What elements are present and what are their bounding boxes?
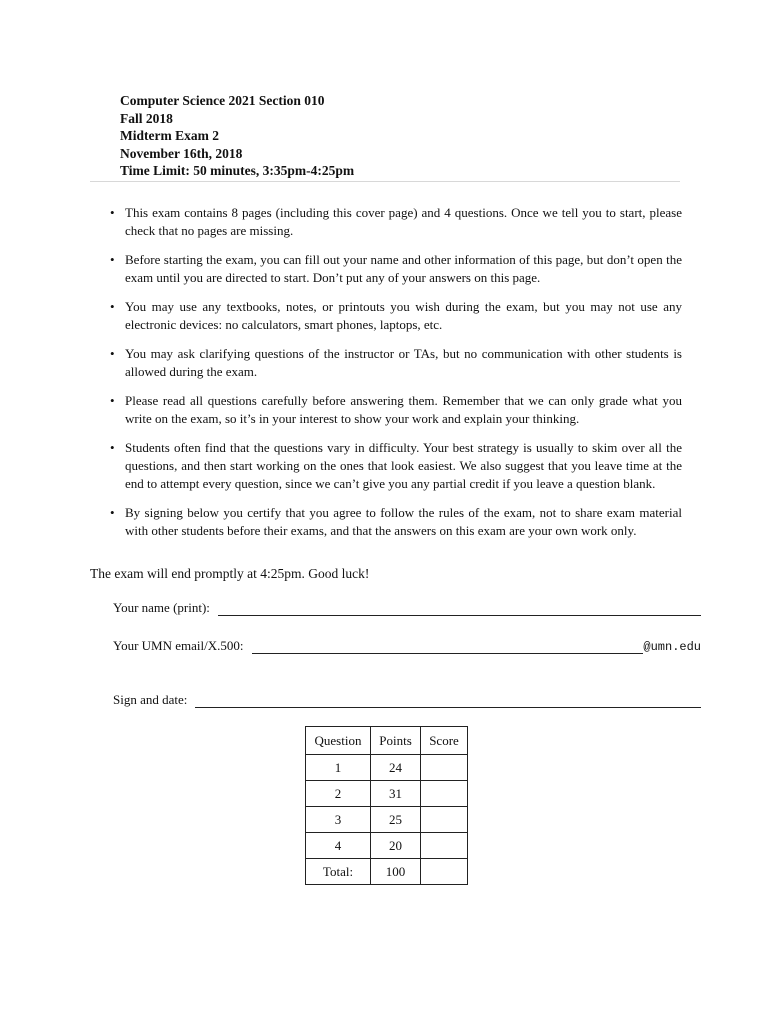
- name-label: Your name (print):: [113, 600, 210, 615]
- name-field: [113, 600, 701, 616]
- exam-header: [120, 92, 354, 180]
- name-line[interactable]: [218, 603, 701, 616]
- table-row: [306, 833, 468, 859]
- score-cell[interactable]: [421, 807, 468, 833]
- header-question: Question: [306, 727, 371, 755]
- sign-field: [113, 692, 701, 708]
- question-cell: 4: [306, 833, 371, 859]
- instruction-item: • Please read all questions carefully before answering them. Remember that we can only grade what you write on the exam, so it’s in your interest to show your work and explain your thinking.: [110, 392, 682, 428]
- total-label-cell: Total:: [306, 859, 371, 885]
- header-points: Points: [371, 727, 421, 755]
- header-divider: [90, 181, 680, 182]
- score-table: [305, 726, 468, 885]
- points-cell: 31: [371, 781, 421, 807]
- total-score-cell[interactable]: [421, 859, 468, 885]
- instruction-item: • This exam contains 8 pages (including this cover page) and 4 questions. Once we tell you to start, please check that no pages are missing.: [110, 204, 682, 240]
- instruction-item: • You may ask clarifying questions of the instructor or TAs, but no communication with other students is allowed during the exam.: [110, 345, 682, 381]
- sign-line[interactable]: [195, 695, 701, 708]
- time-limit: Time Limit: 50 minutes, 3:35pm-4:25pm: [120, 163, 355, 178]
- total-points-cell: 100: [371, 859, 421, 885]
- table-row-total: [306, 859, 468, 885]
- instruction-item: • You may use any textbooks, notes, or printouts you wish during the exam, but you may not use any electronic devices: no calculators, smart phones, laptops, etc.: [110, 298, 682, 334]
- instruction-item: • By signing below you certify that you agree to follow the rules of the exam, not to share exam material with other students before their exams, and that the answers on this exam are your own work only.: [110, 504, 682, 540]
- email-suffix: @umn.edu: [643, 640, 701, 654]
- score-cell[interactable]: [421, 781, 468, 807]
- email-line[interactable]: [252, 641, 644, 654]
- table-row: [306, 781, 468, 807]
- question-cell: 1: [306, 755, 371, 781]
- closing-note: The exam will end promptly at 4:25pm. Good luck!: [90, 566, 370, 581]
- sign-label: Sign and date:: [113, 692, 188, 707]
- score-cell[interactable]: [421, 755, 468, 781]
- header-score: Score: [421, 727, 468, 755]
- instructions-list: [110, 204, 682, 551]
- question-cell: 3: [306, 807, 371, 833]
- score-cell[interactable]: [421, 833, 468, 859]
- points-cell: 25: [371, 807, 421, 833]
- term: Fall 2018: [120, 110, 173, 126]
- question-cell: 2: [306, 781, 371, 807]
- instruction-item: • Before starting the exam, you can fill out your name and other information of this page, but don’t open the exam until you are directed to start. Don’t put any of your answers on this page.: [110, 251, 682, 287]
- exam-title: Midterm Exam 2: [120, 128, 219, 143]
- exam-date: November 16th, 2018: [120, 145, 243, 161]
- email-label: Your UMN email/X.500:: [113, 638, 244, 653]
- table-row: [306, 755, 468, 781]
- points-cell: 20: [371, 833, 421, 859]
- points-cell: 24: [371, 755, 421, 781]
- table-row: [306, 807, 468, 833]
- instruction-item: • Students often find that the questions vary in difficulty. Your best strategy is usually to skim over all the questions, and then start working on the ones that look easiest. We also suggest that you leave time at the end to attempt every question, since we can’t give you any partial credit if you leave a question blank.: [110, 439, 682, 493]
- score-table-header: [306, 727, 468, 755]
- email-field: [113, 638, 701, 654]
- course-title: Computer Science 2021 Section 010: [120, 93, 325, 108]
